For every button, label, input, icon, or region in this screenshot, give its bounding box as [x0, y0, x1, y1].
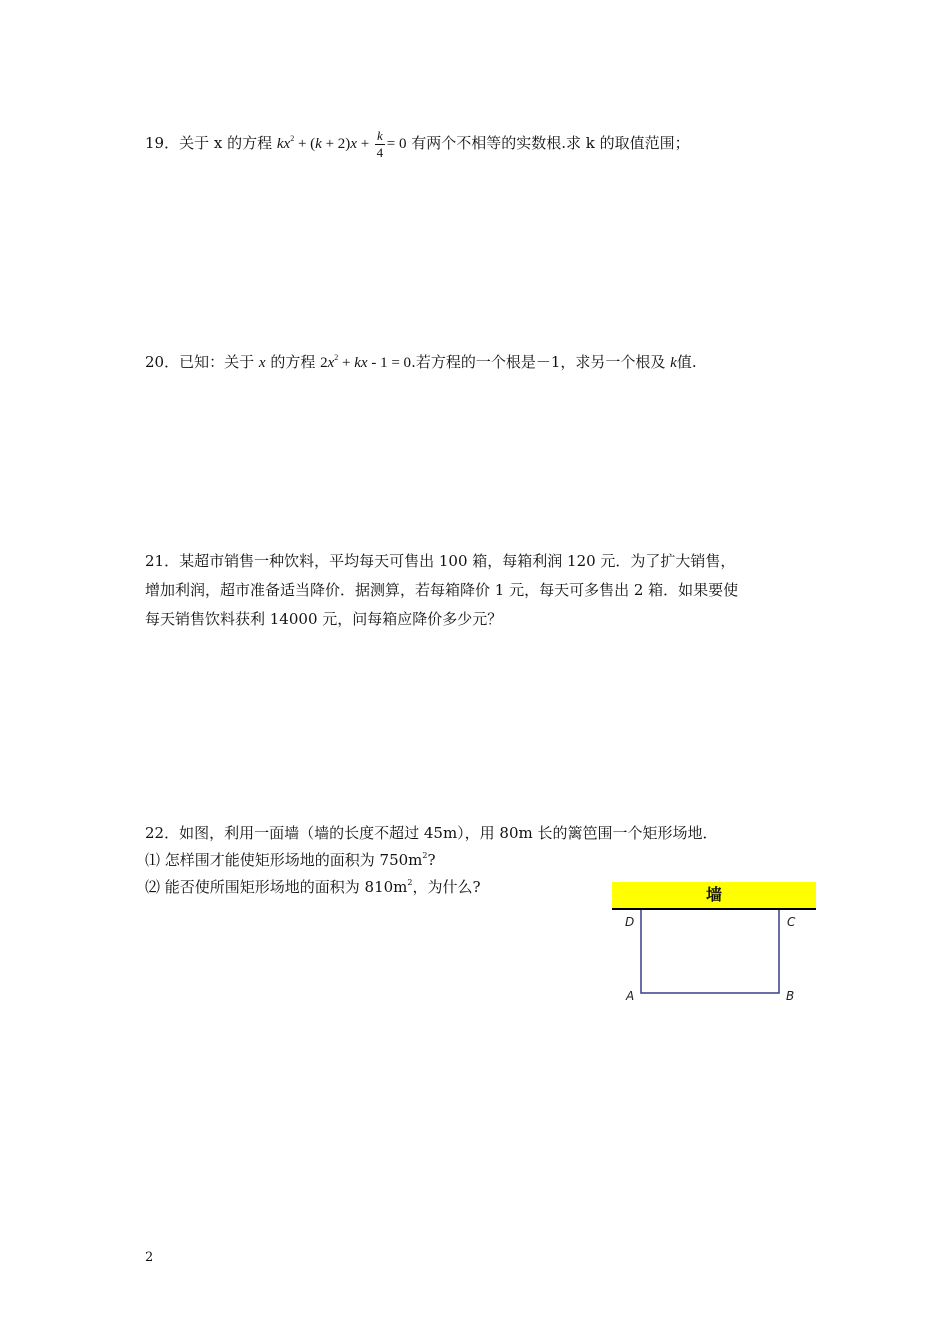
point-b-label: B: [786, 989, 795, 1003]
q19-equation: $kx^2 + (k + 2)x$ + $\frac{k}{4}$ = 0: [276, 128, 407, 160]
q20-mid: 的方程: [270, 353, 316, 371]
q20-prefix: 20．已知：关于: [145, 353, 255, 371]
fence-lines: [641, 910, 779, 993]
point-a-label: A: [626, 989, 635, 1003]
question-20: [145, 348, 697, 377]
q22-line-1: 22．如图，利用一面墙（墙的长度不超过 45m），用 80m 长的篱笆围一个矩形场地．: [145, 824, 718, 842]
question-19: [145, 128, 690, 161]
q22-part-2: ⑵ 能否使所围矩形场地的面积为 $810m^2$，为什么?: [145, 878, 481, 896]
page-number: 2: [145, 1250, 154, 1265]
q19-prefix: 19．关于 x 的方程: [145, 133, 273, 152]
q20-var-x: x: [258, 355, 266, 371]
q20-suffix-a: .若方程的一个根是－1，求另一个根及: [411, 353, 666, 371]
q22-part-1: ⑴ 怎样围才能使矩形场地的面积为 $750m^2$?: [145, 851, 436, 869]
q19-suffix: 有两个不相等的实数根.求 k 的取值范围；: [411, 133, 690, 152]
q21-line-2: 增加利润，超市准备适当降价．据测算，若每箱降价 1 元，每天可多售出 2 箱．如果要使: [145, 581, 739, 599]
question-21: [145, 547, 738, 634]
q20-var-k: k: [670, 355, 677, 371]
q20-equation: $2x^2$ + kx - 1 = 0: [320, 353, 412, 371]
q21-line-1: 21．某超市销售一种饮料，平均每天可售出 100 箱，每箱利润 120 元．为了扩大销售，: [145, 552, 736, 570]
point-c-label: C: [787, 915, 796, 929]
point-d-label: D: [625, 915, 635, 929]
q21-line-3: 每天销售饮料获利 14000 元，问每箱应降价多少元？: [145, 610, 503, 628]
q20-suffix-b: 值.: [676, 353, 697, 371]
rectangle-figure: [612, 882, 818, 1012]
wall-bar: 墙: [612, 882, 816, 910]
